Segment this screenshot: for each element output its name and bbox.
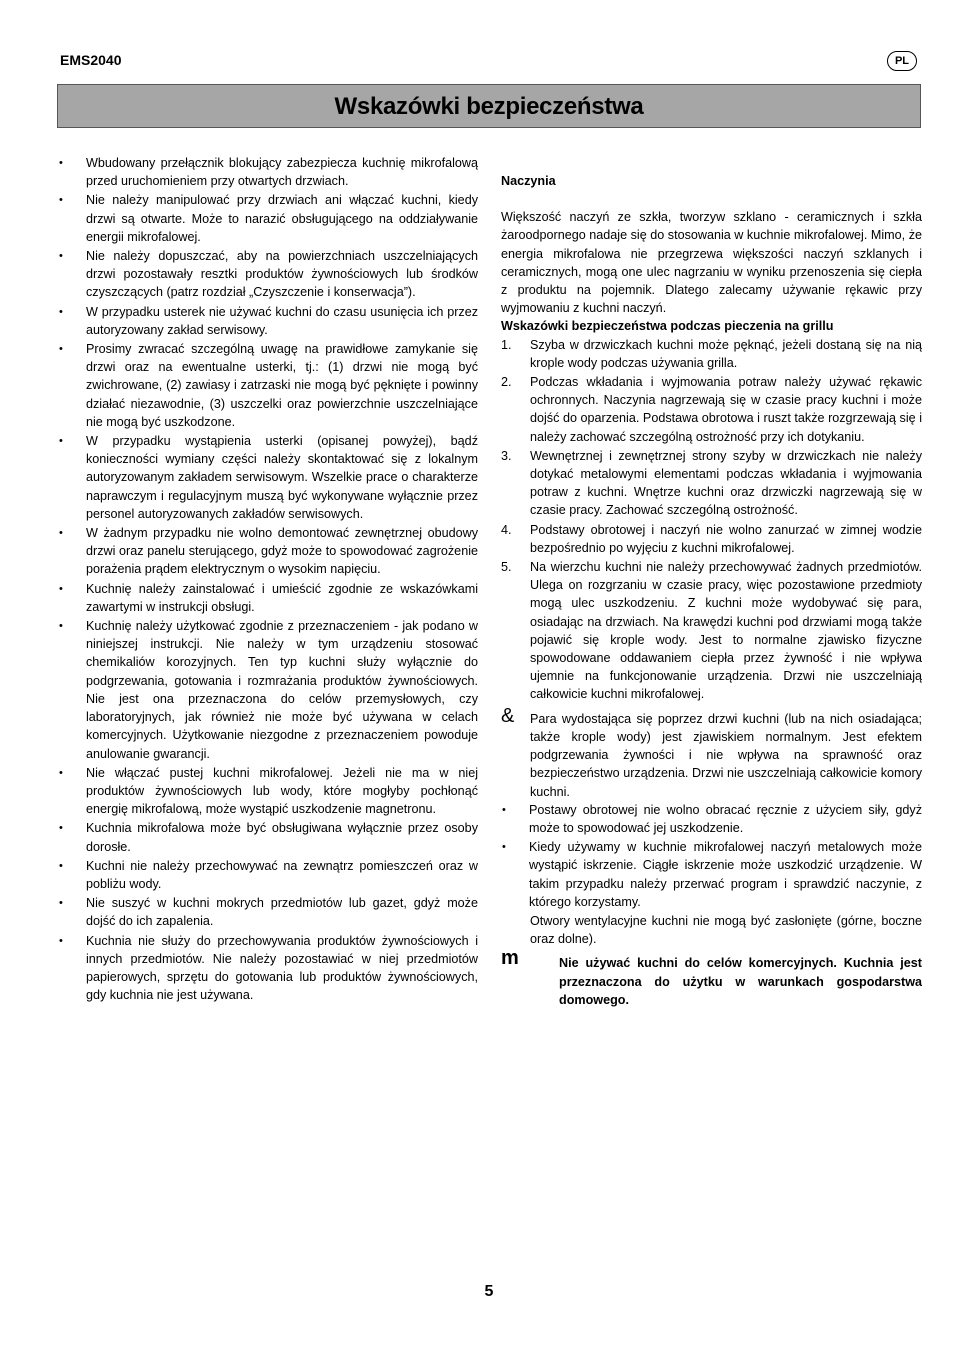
item-number: 2. — [501, 375, 512, 390]
language-badge: PL — [887, 51, 917, 71]
right-column — [501, 172, 922, 1009]
list-item: • Postawy obrotowej nie wolno obracać ręcznie z użyciem siły, gdyż może to spowodować jej uszkodzenie. — [501, 801, 922, 837]
list-item: • W żadnym przypadku nie wolno demontować zewnętrznej obudowy drzwi oraz panelu sterującego, gdyż może to spowodować zagrożenie porażenia prądem elektrycznym o wysokim napięciu. — [58, 524, 478, 579]
list-item: • Nie należy dopuszczać, aby na powierzchniach uszczelniających drzwi pozostawały resztki produktów żywnościowych lub środków czyszczących (patrz rozdział „Czyszczenie i konserwacja”). — [58, 247, 478, 302]
warning-text: Nie używać kuchni do celów komercyjnych. Kuchnia jest przeznaczona do użytku w warunkach gospodarstwa domowego. — [559, 956, 922, 1007]
item-number: 4. — [501, 522, 512, 537]
grill-list — [501, 336, 922, 704]
list-item — [501, 373, 922, 446]
list-item: • Kuchnia mikrofalowa może być obsługiwana wyłącznie przez osoby dorosłe. — [58, 819, 478, 855]
list-item: • Kuchnię należy zainstalować i umieścić zgodnie ze wskazówkami zawartymi w instrukcji obsługi. — [58, 580, 478, 616]
page-title: Wskazówki bezpieczeństwa — [334, 93, 644, 120]
list-item: • W przypadku usterek nie używać kuchni do czasu usunięcia ich przez autoryzowany zakład serwisowy. — [58, 303, 478, 339]
title-banner — [57, 84, 921, 128]
section-heading-vessels: Naczynia — [501, 174, 556, 188]
section-heading-grill: Wskazówki bezpieczeństwa podczas pieczenia na grillu — [501, 319, 834, 334]
item-number: 1. — [501, 337, 512, 352]
vents-paragraph: Otwory wentylacyjne kuchni nie mogą być zasłonięte (górne, boczne oraz dolne). — [530, 913, 922, 947]
model-label: EMS2040 — [60, 52, 122, 68]
list-item: • Wbudowany przełącznik blokujący zabezpiecza kuchnię mikrofalową przed uruchomieniem przy otwartych drzwiach. — [58, 154, 478, 190]
item-text: Wewnętrznej i zewnętrznej strony szyby w drzwiczkach nie należy dotykać metalowymi elementami podczas wkładania i wyjmowania potraw z kuchni. Wnętrze kuchni oraz drzwiczki nagrzewają się w czasie pracy. Zachować szczególną ostrożność. — [530, 448, 922, 518]
list-item: • Kuchnię należy użytkować zgodnie z przeznaczeniem - jak podano w niniejszej instrukcji. Nie należy w tym urządzeniu stosować chemikaliów korozyjnych. Ten typ kuchni służy wyłącznie do podgrzewania, gotowania i rozmrażania produktów żywnościowych. Nie jest ona przeznaczona do celów przemysłowych, czy laboratoryjnych, jak również nie może być używana w celach komercyjnych. Użytkowanie niezgodne z przeznaczeniem powoduje anulowanie gwarancji. — [58, 617, 478, 763]
item-number: 5. — [501, 560, 512, 575]
vessels-paragraph: Większość naczyń ze szkła, tworzyw szklano - ceramicznych i szkła żaroodpornego nadaje się do stosowania w kuchnie mikrofalowej. Mimo, że energia mikrofalowa nie przegrzewa większości naczyń szklanych i ceramicznych, mogą one ulec nagrzaniu w wyniku przenoszenia się ciepła z produktu na pojemnik. Dlatego zalecamy używanie rękawic przy wyjmowaniu z kuchni naczyń. — [501, 210, 922, 316]
list-item: • Nie należy manipulować przy drzwiach ani włączać kuchni, kiedy drzwi są otwarte. Może to narazić obsługującego na oddziaływanie energii mikrofalowej. — [58, 191, 478, 246]
page-number: 5 — [484, 1283, 494, 1300]
list-item: • Nie włączać pustej kuchni mikrofalowej. Jeżeli nie ma w niej produktów żywnościowych lub wody, które mogłyby pochłonąć energię mikrofalową, może wystąpić uszkodzenie magnetronu. — [58, 764, 478, 819]
list-item: • Nie suszyć w kuchni mokrych przedmiotów lub gazet, gdyż może dojść do ich zapalenia. — [58, 894, 478, 930]
item-text: Na wierzchu kuchni nie należy przechowywać żadnych przedmiotów. Ulega on rozgrzaniu w czasie pracy, więc pozostawione przedmioty mogą ulec uszkodzeniu. Z kuchni może wydobywać się para, osiadając na drzwiach. Na krawędzi kuchni pod drzwiami mogą także pojawić się krople wody. Jest to normalne zjawisko fizyczne spowodowane oddawaniem ciepła przez żywność i nie wpływa ujemnie na funkcjonowanie urządzenia. Drzwi nie uszczelniają całkowicie kuchni mikrofalowej. — [530, 560, 922, 702]
list-item: • Prosimy zwracać szczególną uwagę na prawidłowe zamykanie się drzwi oraz na ewentualne usterki, tj.: (1) drzwi nie mogą być zwichrowane, (2) zawiasy i zatrzaski nie mogą być pęknięte i powinny działać niezawodnie, (3) uszczelki oraz powierzchnie uszczelniające nie mogą być uszkodzone. — [58, 340, 478, 431]
list-item: • Kiedy używamy w kuchnie mikrofalowej naczyń metalowych może wystąpić iskrzenie. Ciągłe iskrzenie może uszkodzić urządzenie. W takim przypadku należy przerwać program i sprawdzić naczynie, z którego korzystamy. — [501, 838, 922, 911]
list-item: • W przypadku wystąpienia usterki (opisanej powyżej), bądź konieczności wymiany części należy skontaktować się z lokalnym autoryzowanym zakładem serwisowym. Wszelkie prace o charakterze naprawczym i regulacyjnym muszą być wykonywane wyłącznie przez personel autoryzowanych zakładów serwisowych. — [58, 432, 478, 523]
note-text: Para wydostająca się poprzez drzwi kuchni (lub na nich osiadająca; także krople wody) jest zjawiskiem normalnym. Jest efektem podgrzewania żywności i nie wpływa na sprawność oraz bezpieczeństwo urządzenia. Drzwi nie uszczelniają całkowicie komory kuchni. — [530, 711, 922, 799]
list-item: • Kuchnia nie służy do przechowywania produktów żywnościowych i innych przedmiotów. Nie należy pozostawiać w niej przedmiotów papierowych, sprzętu do gotowania lub produktów żywnościowych, gdy kuchnia nie jest używana. — [58, 932, 478, 1005]
item-text: Podstawy obrotowej i naczyń nie wolno zanurzać w zimnej wodzie bezpośrednio po wyjęciu z kuchni mikrofalowej. — [530, 522, 922, 555]
safety-list — [58, 154, 478, 1004]
note-icon: & — [501, 704, 515, 727]
note-steam — [501, 704, 922, 801]
item-text: Szyba w drzwiczkach kuchni może pęknąć, jeżeli dostaną się na nią krople wody podczas używania grilla. — [530, 337, 922, 370]
item-number: 3. — [501, 448, 512, 463]
warning-icon: m — [501, 947, 519, 970]
list-item — [501, 558, 922, 704]
item-text: Podczas wkładania i wyjmowania potraw należy używać rękawic ochronnych. Naczynia nagrzewają się w czasie pracy kuchni i może dojść do oparzenia. Podstawa obrotowa i ruszt także rozgrzewają się i należy zachować szczególną ostrożność przy ich dotykaniu. — [530, 375, 922, 444]
list-item: • Kuchni nie należy przechowywać na zewnątrz pomieszczeń oraz w pobliżu wody. — [58, 857, 478, 893]
warning-note — [501, 947, 922, 1009]
left-column — [58, 154, 478, 1005]
list-item — [501, 521, 922, 557]
extra-list — [501, 801, 922, 911]
list-item — [501, 336, 922, 372]
list-item — [501, 447, 922, 520]
